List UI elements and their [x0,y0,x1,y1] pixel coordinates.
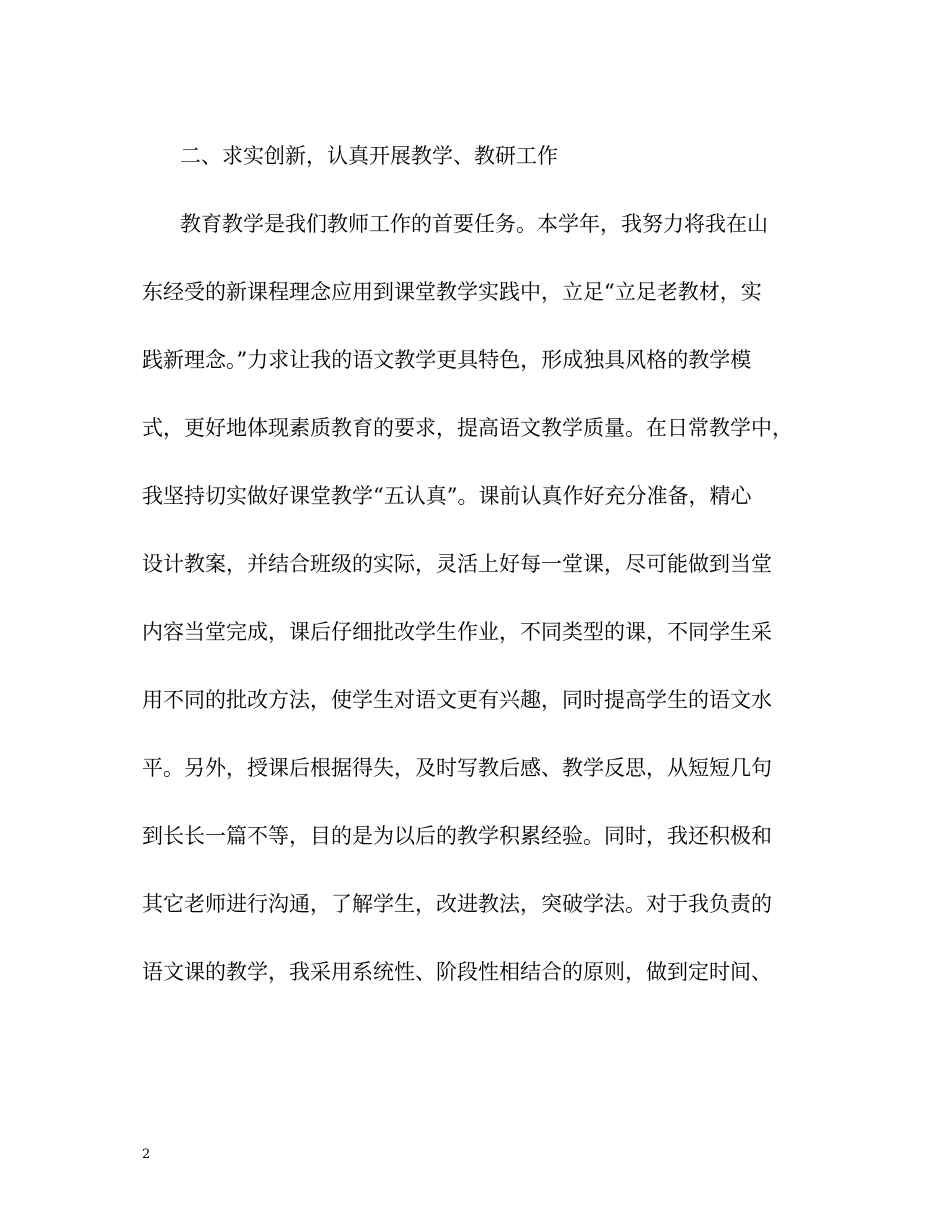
paragraph-line-9: 平。另外，授课后根据得失，及时写教后感、教学反思，从短短几句 [142,756,772,780]
paragraph-line-1: 教育教学是我们教师工作的首要任务。本学年，我努力将我在山 [180,212,768,236]
paragraph-line-5: 我坚持切实做好课堂教学“五认真”。课前认真作好充分准备，精心 [142,484,752,508]
page-number: 2 [142,1147,151,1162]
paragraph-line-10: 到长长一篇不等，目的是为以后的教学积累经验。同时，我还积极和 [142,824,772,848]
section-heading: 二、求实创新，认真开展教学、教研工作 [180,144,558,168]
paragraph-line-6: 设计教案，并结合班级的实际，灵活上好每一堂课，尽可能做到当堂 [142,552,772,576]
paragraph-line-2: 东经受的新课程理念应用到课堂教学实践中，立足“立足老教材，实 [142,280,762,304]
paragraph-line-7: 内容当堂完成，课后仔细批改学生作业，不同类型的课，不同学生采 [142,620,772,644]
paragraph-line-4: 式，更好地体现素质教育的要求，提高语文教学质量。在日常教学中， [142,416,793,440]
paragraph-line-11: 其它老师进行沟通，了解学生，改进教法，突破学法。对于我负责的 [142,892,772,916]
paragraph-line-12: 语文课的教学，我采用系统性、阶段性相结合的原则，做到定时间、 [142,960,772,984]
paragraph-line-3: 践新理念。”力求让我的语文教学更具特色，形成独具风格的教学模 [142,348,752,372]
paragraph-line-8: 用不同的批改方法，使学生对语文更有兴趣，同时提高学生的语文水 [142,688,772,712]
